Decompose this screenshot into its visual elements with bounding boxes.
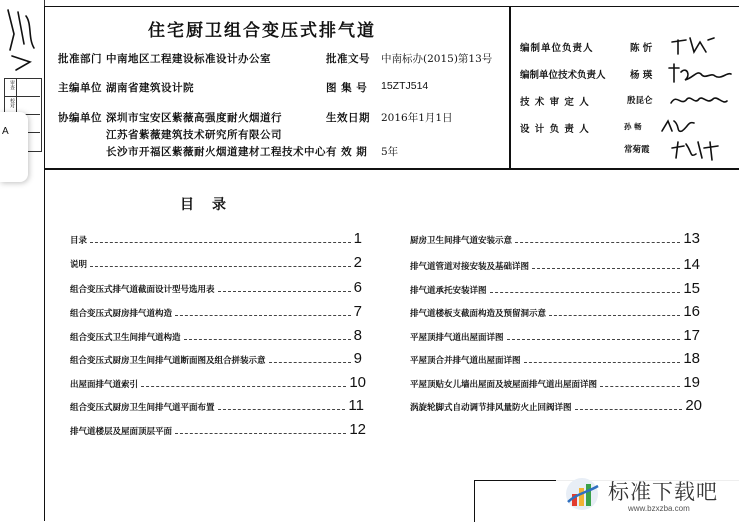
responsible-name: 殷昆仑: [627, 96, 653, 106]
toc-leader: [269, 362, 351, 363]
effective-date-value: 2016年1月1日: [381, 112, 453, 124]
toc-entry-title: 说明: [70, 260, 88, 270]
toc-leader: [549, 315, 680, 316]
signature-image: [665, 62, 735, 84]
toc-entry-page: 19: [683, 374, 700, 391]
toc-leader: [575, 409, 683, 410]
toc-leader: [600, 386, 680, 387]
watermark: [556, 468, 739, 521]
toc-leader: [141, 386, 346, 387]
toc-leader: [218, 409, 346, 410]
toc-entry-page: 10: [349, 374, 366, 391]
toc-entry-title: 目录: [70, 236, 88, 246]
toc-entry-page: 7: [353, 303, 362, 320]
toc-leader: [218, 291, 351, 292]
toc-entry-title: 排气道楼板支截面构造及预留洞示意: [410, 309, 547, 319]
valid-period-value: 5年: [381, 146, 399, 158]
toc-entry[interactable]: [410, 232, 700, 246]
responsible-name: 陈 忻: [630, 43, 653, 54]
coop-unit-label: 协编单位: [58, 112, 102, 124]
toc-leader: [507, 339, 681, 340]
responsible-role: 编制单位技术负责人: [520, 70, 606, 81]
watermark-url: www.bzxzba.com: [628, 504, 690, 513]
toc-entry-title: 平屋顶排气道出屋面详图: [410, 333, 504, 343]
toc-entry-title: 组合变压式排气道截面设计型号选用表: [70, 285, 215, 295]
watermark-logo-icon: [564, 476, 600, 512]
coop-unit-item: 江苏省紫薇建筑技术研究所有限公司: [106, 129, 282, 141]
toc-entry[interactable]: [70, 376, 366, 390]
toc-leader: [175, 315, 351, 316]
toc-leader: [524, 362, 681, 363]
toc-entry[interactable]: [70, 256, 362, 270]
responsible-role: 编制单位负责人: [520, 43, 594, 54]
toc-leader: [90, 242, 351, 243]
toc-entry-page: 14: [683, 256, 700, 273]
toc-entry-title: 组合变压式厨房卫生间排气道平面布置: [70, 403, 215, 413]
toc-entry[interactable]: [70, 305, 362, 319]
toc-entry[interactable]: [410, 329, 700, 343]
toc-entry-page: 11: [348, 397, 364, 414]
editor-unit-label: 主编单位: [58, 82, 102, 94]
approval-doc-value: 中南标办(2015)第13号: [381, 53, 493, 65]
toc-entry-title: 涡旋轮脚式自动调节排风量防火止回阀详图: [410, 403, 572, 413]
toc-entry-page: 6: [353, 279, 362, 296]
toc-entry-page: 17: [683, 327, 700, 344]
toc-leader: [532, 268, 680, 269]
toc-leader: [184, 339, 351, 340]
toc-entry-page: 2: [353, 254, 362, 271]
toc-entry[interactable]: [410, 282, 700, 296]
signature-image: [658, 115, 698, 137]
responsible-role: 技 术 审 定 人: [520, 97, 590, 108]
responsible-name: 杨 瑛: [630, 70, 653, 81]
toc-entry-title: 组合变压式厨房排气道构造: [70, 309, 173, 319]
toc-entry[interactable]: [70, 281, 362, 295]
responsible-name: 孙 畅: [624, 122, 642, 131]
toc-entry[interactable]: [410, 258, 700, 272]
toc-entry-title: 排气道承托安装详图: [410, 286, 487, 296]
toc-entry-page: 9: [353, 350, 362, 367]
toc-entry[interactable]: [70, 352, 362, 366]
toc-leader: [175, 433, 346, 434]
sidebar-tab[interactable]: [0, 112, 28, 182]
toc-entry[interactable]: [410, 305, 700, 319]
responsible-name: 常菊霞: [624, 145, 650, 155]
toc-entry-page: 1: [353, 230, 362, 247]
toc-entry-title: 平屋顶贴女儿墙出屋面及坡屋面排气道出屋面详图: [410, 380, 598, 390]
toc-entry-page: 20: [685, 397, 702, 414]
toc-entry-title: 组合变压式卫生间排气道构造: [70, 333, 181, 343]
toc-entry[interactable]: [70, 399, 364, 413]
approval-dept-value: 中南地区工程建设标准设计办公室: [106, 53, 271, 65]
toc-entry-title: 组合变压式厨房卫生间排气道断面图及组合拼装示意: [70, 356, 266, 366]
toc-entry-page: 18: [683, 350, 700, 367]
toc-entry-title: 排气道管道对接安装及基础详图: [410, 262, 530, 272]
toc-entry-page: 15: [683, 280, 700, 297]
toc-entry-title: 厨房卫生间排气道安装示意: [410, 236, 513, 246]
toc-leader: [515, 242, 680, 243]
signature-image: [667, 89, 731, 111]
toc-entry-page: 8: [353, 327, 362, 344]
toc-entry[interactable]: [70, 232, 362, 246]
toc-entry[interactable]: [410, 399, 702, 413]
page-title: 住宅厨卫组合变压式排气道: [148, 21, 376, 41]
coop-unit-item: 深圳市宝安区紫薇高强度耐火烟道行: [106, 112, 282, 124]
left-strip-label: 审查: [9, 80, 15, 90]
toc-leader: [90, 266, 351, 267]
toc-entry[interactable]: [410, 352, 700, 366]
toc-entry[interactable]: [70, 423, 366, 437]
toc-heading: 目 录: [180, 197, 228, 213]
toc-entry-page: 12: [349, 421, 366, 438]
toc-entry-title: 平屋顶合并排气道出屋面详图: [410, 356, 521, 366]
approval-dept-label: 批准部门: [58, 53, 102, 65]
toc-entry[interactable]: [70, 329, 362, 343]
editor-unit-value: 湖南省建筑设计院: [106, 82, 194, 94]
toc-entry-title: 排气道楼层及屋面顶层平面: [70, 427, 173, 437]
signature-image: [668, 138, 724, 162]
toc-entry-page: 16: [683, 303, 700, 320]
toc-entry-title: 出屋面排气道索引: [70, 380, 139, 390]
toc-leader: [490, 292, 681, 293]
sidebar-tab-label: A: [2, 126, 9, 137]
atlas-no-value: 15ZTJ514: [381, 80, 429, 92]
valid-period-label: 有 效 期: [326, 146, 368, 158]
watermark-text: 标准下载吧: [608, 480, 718, 504]
responsible-role: 设 计 负 责 人: [520, 124, 590, 135]
signature-image: [668, 34, 718, 56]
left-strip-label: 校对: [9, 98, 15, 108]
approval-doc-label: 批准文号: [326, 53, 370, 65]
coop-unit-item: 长沙市开福区紫薇耐火烟道建材工程技术中心: [106, 146, 326, 158]
atlas-no-label: 图 集 号: [326, 82, 368, 94]
toc-entry-page: 13: [683, 230, 700, 247]
toc-entry[interactable]: [410, 376, 700, 390]
left-strip-handwriting: [4, 4, 38, 74]
effective-date-label: 生效日期: [326, 112, 370, 124]
